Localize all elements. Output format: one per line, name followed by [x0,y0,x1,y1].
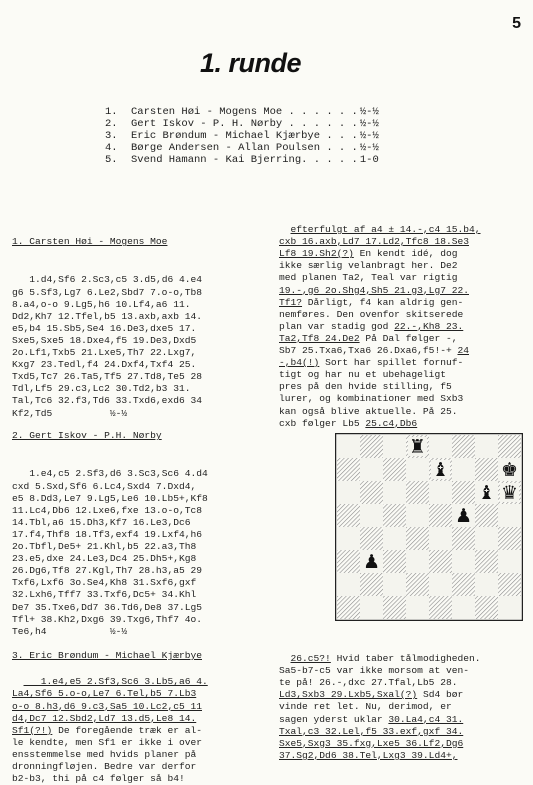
light-square [406,458,429,481]
dark-square [383,550,406,573]
chess-piece-icon: ♜ [408,436,427,458]
result-row [105,154,415,166]
light-square [337,435,360,458]
dark-square [498,527,521,550]
result-game: Carsten Høi - Mogens Moe . . . . . . [131,106,358,118]
dark-square [429,596,452,619]
dark-square [452,573,475,596]
dark-square [383,596,406,619]
light-square [498,504,521,527]
game-3-moves-cont-4: 24 -,b4(!) [279,345,469,369]
game-1-heading: 1. Carsten Høi - Mogens Moe [12,236,168,248]
light-square [429,435,452,458]
light-square [383,527,406,550]
game-3-comment-6: Hvid taber tålmodigheden. Sa5-b7-c5 var ikke morsom at ven- te på! 26.-,dxc 27.Tfal,Lb5 28. [279,653,481,689]
game-2 [12,406,274,650]
result-row [105,130,415,142]
result-number: 5. [105,154,118,166]
game-3-comment-3: På Dal følger -, Sb7 25.Txa6,Txa6 26.Dxa6,f5!-+ [279,332,458,357]
result-game: Svend Hamann - Kai Bjerring. . . . . [131,154,358,166]
game-3-heading: 3. Eric Brøndum - Michael Kjærbye [12,650,202,662]
result-score: ½-½ [359,106,379,118]
dark-square [475,458,498,481]
dark-square [498,435,521,458]
game-1-moves: 1.d4,Sf6 2.Sc3,c5 3.d5,d6 4.e4 g6 5.Sf3,Lg7 6.Le2,Sbd7 7.o-o,Tb8 8.a4,o-o 9.Lg5,h6 10.Lf4,a6 11. Dd2,Kh7 12.Tfel,b5 13.axb,axb 14. e5,b4 15.Sb5,Se4 16.De3,dxe5 17. Sxe5,Sxe5 18.Dxe4,f5 19.De3,Dxd5 2o.Lf1,Txb5 21.Lxe5,Th7 22.Lxg7, Kxg7 23.Tedl,f4 24.Dxf4,Txf4 25. Txd5,Tc7 26.Ta5,Tf5 27.Td8,Te5 28 Tdl,Lf5 29.c3,Lc2 30.Td2,b3 31. Tal,Tc6 32.f3,Td6 33.Txd6,exd6 34 Kf2,Td5 ½-½ [12,274,202,419]
light-square [475,527,498,550]
light-square [452,596,475,619]
dark-square [360,573,383,596]
result-score: ½-½ [359,118,379,130]
game-1 [12,212,274,432]
dark-square [383,504,406,527]
game-3-continued-bottom [279,641,529,762]
dark-square [429,504,452,527]
game-3-moves-cont-2: 19.-,g6 2o.Shg4,Sh5 21.g3,Lg7 22. Tf1? [279,284,469,308]
page-title: 1. runde [200,48,302,78]
light-square [383,435,406,458]
dark-square [360,435,383,458]
light-square [475,435,498,458]
dark-square [475,550,498,573]
result-row [105,106,415,118]
dark-square [429,550,452,573]
light-square [383,573,406,596]
chess-piece-icon: ♟ [362,551,381,573]
game-3-moves: 1.e4,e5 2.Sf3,Sc6 3.Lb5,a6 4. La4,Sf6 5.o-o,Le7 6.Tel,b5 7.Lb3 o-o 8.h3,d6 9.c3,Sa5 10.Lc2,c5 11 d4,Dc7 12.Sbd2,Ld7 13.d5,Le8 14. Sf1(?!) [12,676,208,736]
dark-square [475,504,498,527]
game-3-moves-cont-6: 26.c5?! [290,653,331,665]
light-square [383,481,406,504]
light-square [406,504,429,527]
light-square [452,550,475,573]
game-3-comment-7: Sd4 bør vinde ret let. Nu, derimod, er sagen yderst uklar [279,689,464,725]
light-square [429,527,452,550]
result-game: Gert Iskov - P. H. Nørby . . . . . . [131,118,358,130]
dark-square [337,550,360,573]
game-3 [12,626,274,785]
game-3-comment-1: En kendt idé, dog ikke særlig velanbragt her. De2 med planen Ta2, Teal var rigtig [279,248,458,284]
light-square [360,504,383,527]
game-3-moves-cont-7: Ld3,Sxb3 29.Lxb5,Sxal(?) [279,689,418,701]
game-3-moves-cont-8: 30.La4,c4 31. Txal,c3 32.Lel,f5 33.exf,gxf 34. Sxe5,Sxg3 35.fxg,Lxe5 36.Lf2,Dg6 37.Sg2,Dd6 38.Tel,Lxg3 39.Ld4+, [279,713,464,761]
results-list [105,106,415,166]
result-score: ½-½ [359,142,379,154]
dark-square [406,527,429,550]
game-3-comment-4: Sort har spillet fornuf- tigt og har nu et ubehageligt pres på den hvide stilling, f5 lurer, og kombinationer med Sxb3 kan også blive aktuelle. På 25. cxb følger Lb5 [279,357,464,429]
light-square [429,481,452,504]
result-score: 1-0 [359,154,379,166]
game-3-moves-cont-5: 25.c4,Db6 [365,417,418,429]
chess-piece-icon: ♟ [454,505,473,527]
page-number: 5 [512,15,521,32]
game-3-moves-cont-3: 22.-,Kh8 23. Ta2,Tf8 24.De2 [279,320,464,344]
dark-square [337,458,360,481]
dark-square [406,573,429,596]
dark-square [383,458,406,481]
dark-square [452,435,475,458]
result-number: 4. [105,142,118,154]
light-square [360,596,383,619]
result-score: ½-½ [359,130,379,142]
result-number: 1. [105,106,118,118]
light-square [498,550,521,573]
light-square [475,573,498,596]
result-row [105,118,415,130]
dark-square [498,573,521,596]
chess-diagram [335,433,523,621]
light-square [337,527,360,550]
light-square [360,458,383,481]
game-2-moves: 1.e4,c5 2.Sf3,d6 3.Sc3,Sc6 4.d4 cxd 5.Sxd,Sf6 6.Lc4,Sxd4 7.Dxd4, e5 8.Dd3,Le7 9.Lg5,Le6 10.Lb5+,Kf8 11.Lc4,Db6 12.Lxe6,fxe 13.o-o,Tc8 14.Tbl,a6 15.Dh3,Kf7 16.Le3,Dc6 17.f4,Thf8 18.Tf3,exf4 19.Lxf4,h6 2o.Tbfl,De5+ 21.Khl,b5 22.a3,Th8 23.e5,dxe 24.Le3,Dc4 25.Dh5+,Kg8 26.Dg6,Tf8 27.Kgl,Th7 28.h3,a5 29 Txf6,Lxf6 3o.Se4,Kh8 31.Sxf6,gxf 32.Lxh6,Tff7 33.Txf6,Dc5+ 34.Khl De7 35.Txe6,Dd7 36.Td6,De8 37.Lg5 Tfl+ 38.Kh2,Dxg6 39.Txg6,Thf7 4o. Te6,h4 ½-½ [12,468,208,637]
dark-square [360,481,383,504]
dark-square [475,596,498,619]
light-square [337,573,360,596]
game-3-comment-2: Dårligt, f4 kan aldrig gen- nemføres. Den ovenfor skitserede plan var stadig god [279,296,464,332]
result-number: 3. [105,130,118,142]
game-3-comment: De foregående træk er al- le kendte, men Sf1 er ikke i over ensstemmelse med hvids planer på dronningfløjen. Bedre var derfor b2-b3, thi på c4 følger så b4! [12,724,202,785]
chess-piece-icon: ♛ [500,482,519,504]
dark-square [337,504,360,527]
dark-square [360,527,383,550]
chess-piece-icon: ♚ [500,459,519,481]
light-square [498,596,521,619]
result-number: 2. [105,118,118,130]
light-square [406,550,429,573]
light-square [452,458,475,481]
light-square [429,573,452,596]
game-3-continued [279,212,529,430]
dark-square [452,527,475,550]
game-2-heading: 2. Gert Iskov - P.H. Nørby [12,430,162,442]
chess-piece-icon: ♝ [431,459,450,481]
dark-square [452,481,475,504]
result-game: Børge Andersen - Allan Poulsen . . . [131,142,358,154]
result-row [105,142,415,154]
game-3-moves-cont-1: efterfulgt af a4 ± 14.-,c4 15.b4, cxb 16.axb,Ld7 17.Ld2,Tfc8 18.Se3 Lf8 19.Sh2(?) [279,224,481,260]
light-square [406,596,429,619]
dark-square [406,481,429,504]
result-game: Eric Brøndum - Michael Kjærbye . . . [131,130,358,142]
dark-square [337,596,360,619]
chess-piece-icon: ♝ [477,482,496,504]
light-square [337,481,360,504]
